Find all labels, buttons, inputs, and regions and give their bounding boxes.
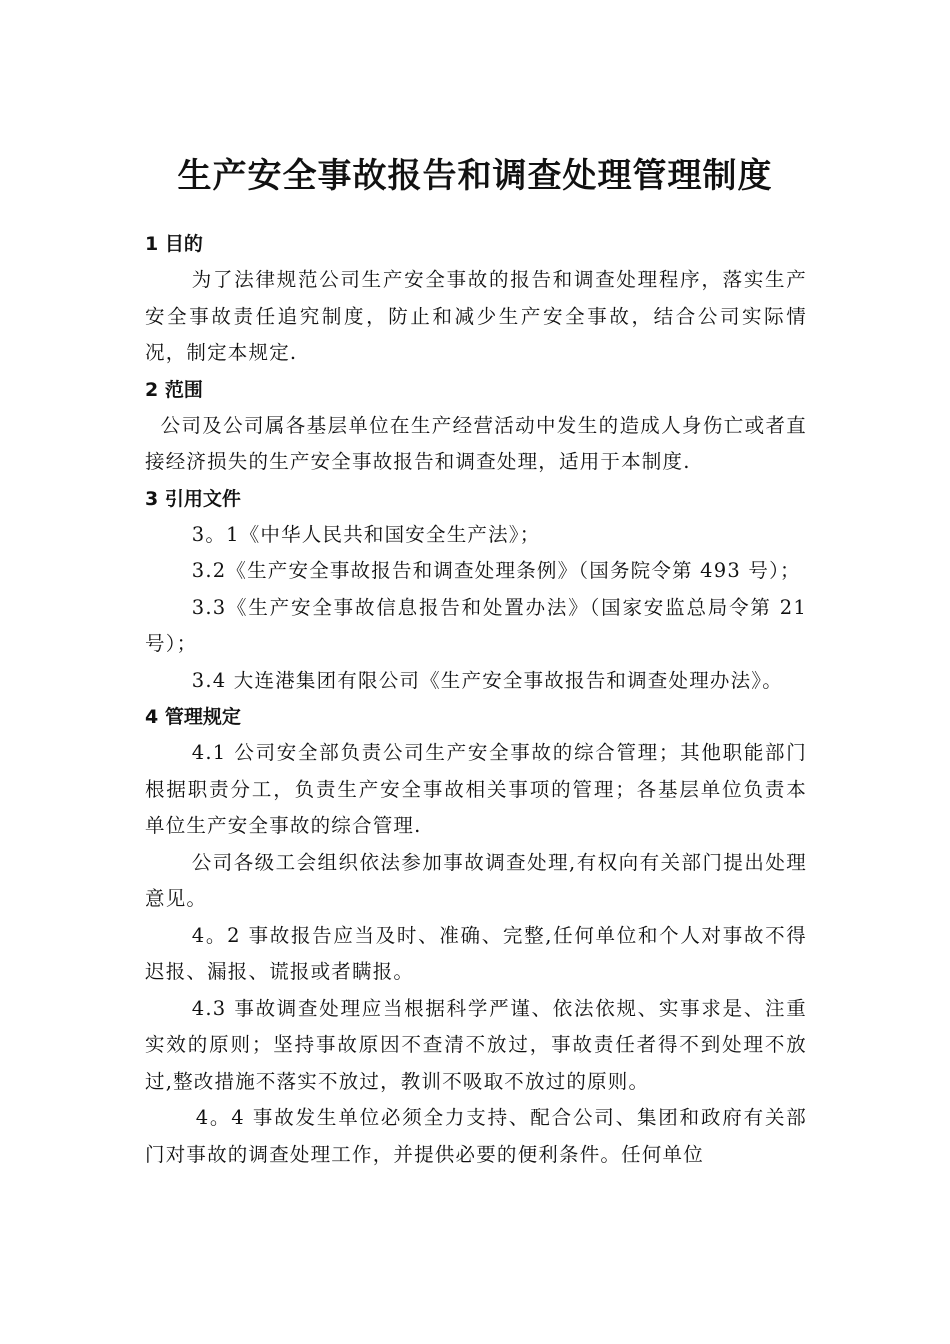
rule-paragraph: 公司各级工会组织依法参加事故调查处理,有权向有关部门提出处理意见。	[145, 850, 807, 910]
rule-paragraph: 4.1 公司安全部负责公司生产安全事故的综合管理；其他职能部门根据职责分工，负责生产安全事故相关事项的管理；各基层单位负责本单位生产安全事故的综合管理.	[145, 741, 807, 837]
reference-item: 3.3《生产安全事故信息报告和处置办法》（国家安监总局令第 21 号）；	[145, 595, 807, 655]
section-heading-references: 3 引用文件	[145, 487, 241, 510]
rule-paragraph: 4.3 事故调查处理应当根据科学严谨、依法依规、实事求是、注重实效的原则；坚持事故原因不查清不放过，事故责任者得不到处理不放过,整改措施不落实不放过，教训不吸取不放过的原则。	[145, 996, 807, 1093]
section-heading-purpose: 1 目的	[145, 233, 203, 255]
reference-item: 3。1《中华人民共和国安全生产法》；	[191, 522, 541, 546]
document-title: 生产安全事故报告和调查处理管理制度	[177, 156, 773, 196]
rule-paragraph: 4。2 事故报告应当及时、准确、完整,任何单位和个人对事故不得迟报、漏报、谎报或者瞒报。	[145, 923, 807, 983]
section-heading-scope: 2 范围	[145, 378, 203, 401]
document-body	[145, 226, 807, 1173]
section-heading-management-rules: 4 管理规定	[145, 706, 241, 728]
reference-item: 3.4 大连港集团有限公司《生产安全事故报告和调查处理办法》。	[191, 668, 783, 692]
scope-paragraph: 公司及公司属各基层单位在生产经营活动中发生的造成人身伤亡或者直接经济损失的生产安全事故报告和调查处理，适用于本制度.	[145, 413, 807, 473]
purpose-paragraph: 为了法律规范公司生产安全事故的报告和调查处理程序，落实生产安全事故责任追究制度，防止和减少生产安全事故，结合公司实际情况，制定本规定.	[145, 268, 807, 364]
rule-paragraph: 4。4 事故发生单位必须全力支持、配合公司、集团和政府有关部门对事故的调查处理工作，并提供必要的便利条件。任何单位	[145, 1106, 807, 1166]
reference-item: 3.2《生产安全事故报告和调查处理条例》（国务院令第 493 号）；	[191, 559, 801, 582]
